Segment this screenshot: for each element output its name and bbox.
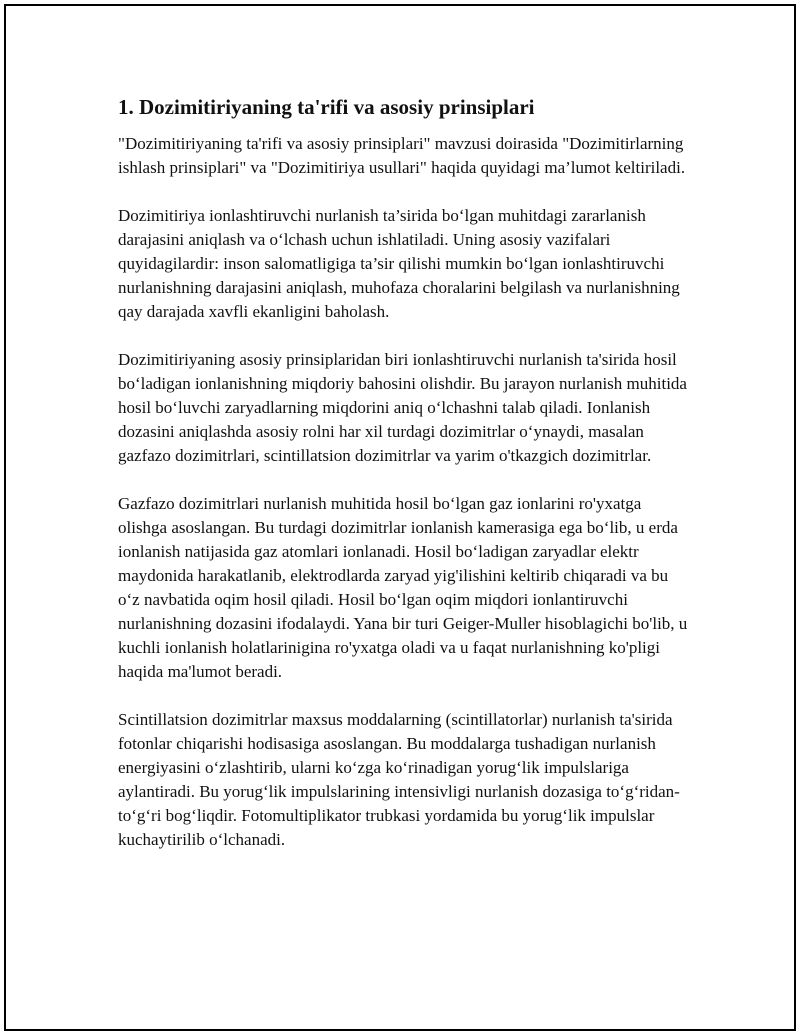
intro-paragraph: "Dozimitiriyaning ta'rifi va asosiy prinsiplari" mavzusi doirasida "Dozimitirlarning ishlash prinsiplari" va "Dozimitiriya usullari" haqida quyidagi ma’lumot keltiriladi.: [118, 134, 686, 177]
paragraph-basic-principles: Dozimitiriyaning asosiy prinsiplaridan biri ionlashtiruvchi nurlanish ta'sirida hosil bo‘ladigan ionlanishning miqdoriy bahosini olishdir. Bu jarayon nurlanish muhitida hosil bo‘luvchi zaryadlarning miqdorini aniq o‘lchashni talab qiladi. Ionlanish dozasini aniqlashda asosiy rolni har xil turdagi dozimitrlar o‘ynaydi, masalan gazfazo dozimitrlari, scintillatsion dozimitrlar va yarim o'tkazgich dozimitrlar.: [118, 350, 687, 465]
document-body: [118, 94, 690, 876]
paragraph-dosimetry-purpose: Dozimitiriya ionlashtiruvchi nurlanish ta’sirida bo‘lgan muhitdagi zararlanish darajasini aniqlash va o‘lchash uchun ishlatiladi. Uning asosiy vazifalari quyidagilardir: inson salomatligiga ta’sir qilishi mumkin bo‘lgan ionlashtiruvchi nurlanishning darajasini aniqlash, muhofaza choralarini belgilash va nurlanishning qay darajada xavfli ekanligini baholash.: [118, 206, 680, 321]
paragraph-scintillation-dosimeters: Scintillatsion dozimitrlar maxsus moddalarning (scintillatorlar) nurlanish ta'sirida fotonlar chiqarishi hodisasiga asoslangan. Bu moddalarga tushadigan nurlanish energiyasini o‘zlashtirib, ularni ko‘zga ko‘rinadigan yorug‘lik impulslariga aylantiradi. Bu yorug‘lik impulslarining intensivligi nurlanish dozasiga to‘g‘ridan-to‘g‘ri bog‘liqdir. Fotomultiplikator trubkasi yordamida bu yorug‘lik impulslar kuchaytirilib o‘lchanadi.: [118, 710, 680, 849]
paragraph-gas-dosimeters: Gazfazo dozimitrlari nurlanish muhitida hosil bo‘lgan gaz ionlarini ro'yxatga olishga asoslangan. Bu turdagi dozimitrlar ionlanish kamerasiga ega bo‘lib, u erda ionlanish natijasida gaz atomlari ionlanadi. Hosil bo‘ladigan zaryadlar elektr maydonida harakatlanib, elektrodlarda zaryad yig'ilishini keltirib chiqaradi va bu o‘z navbatida oqim hosil qiladi. Hosil bo‘lgan oqim miqdori ionlantiruvchi nurlanishning dozasini ifodalaydi. Yana bir turi Geiger-Muller hisoblagichi bo'lib, u kuchli ionlanish holatlarinigina ro'yxatga oladi va u faqat nurlanishning ko'pligi haqida ma'lumot beradi.: [118, 494, 688, 681]
section-heading: 1. Dozimitiriyaning ta'rifi va asosiy prinsiplari: [118, 95, 535, 119]
